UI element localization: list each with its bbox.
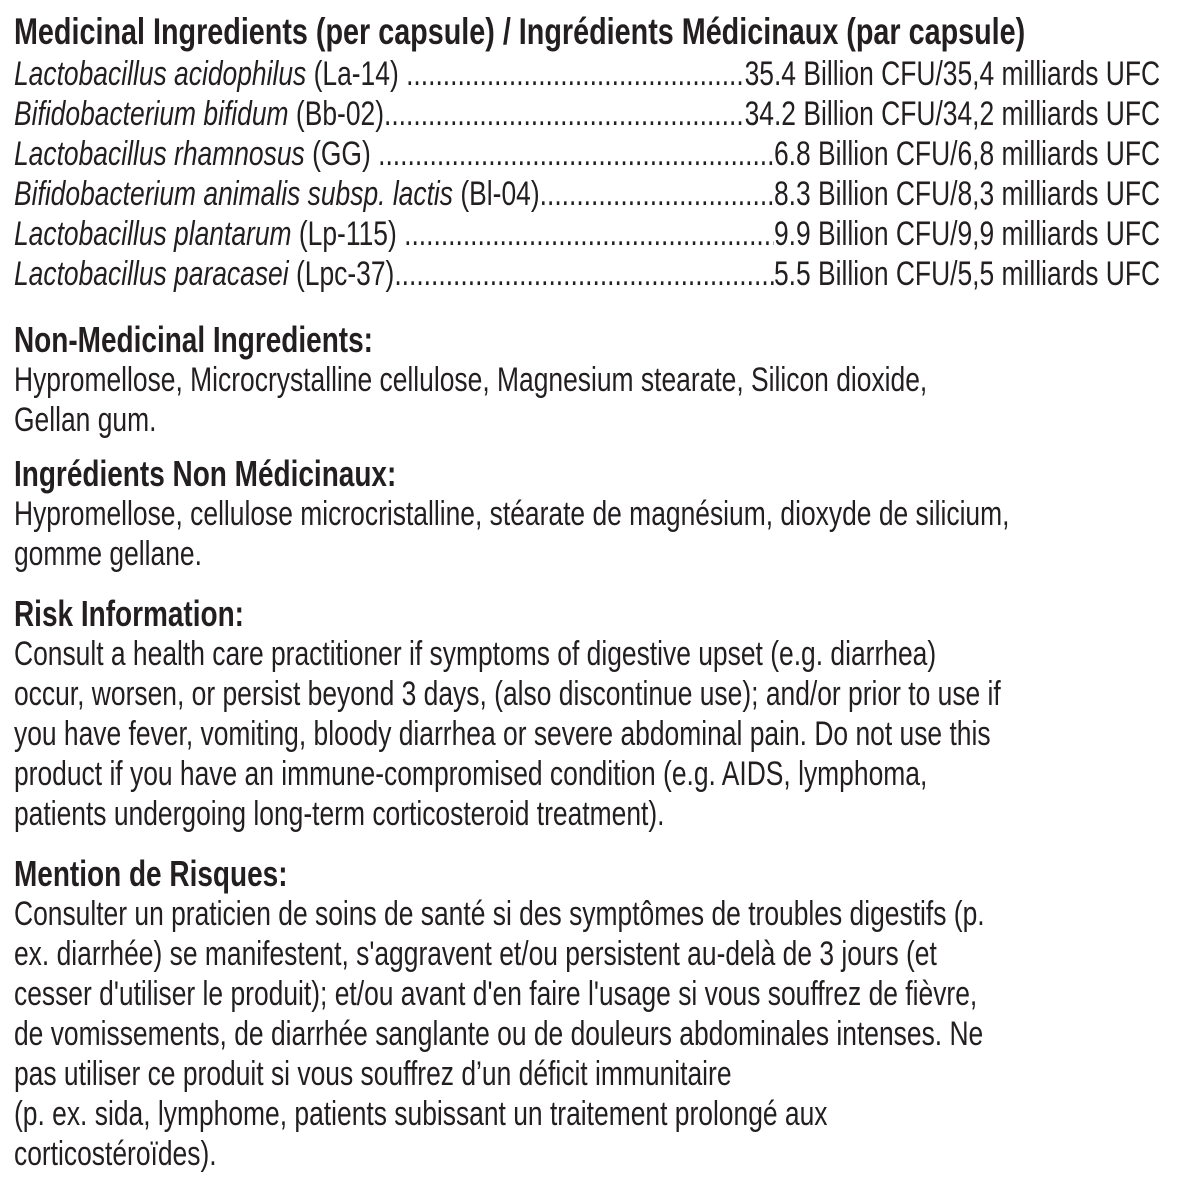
risk-information-heading: Risk Information: bbox=[13, 593, 244, 634]
text-line: de vomissements, de diarrhée sanglante ou de douleurs abdominales intenses. Ne bbox=[13, 1015, 984, 1053]
text-line: Gellan gum. bbox=[13, 401, 157, 439]
strain-code: (Bb-02) bbox=[295, 95, 385, 133]
text-line: (p. ex. sida, lymphome, patients subissant un traitement prolongé aux bbox=[13, 1095, 828, 1133]
strain-code: (GG) bbox=[312, 135, 371, 173]
species-name: Lactobacillus rhamnosus bbox=[13, 135, 305, 173]
non-medicinal-fr-heading: Ingrédients Non Médicinaux: bbox=[13, 453, 397, 494]
text-line: ex. diarrhée) se manifestent, s'aggravent et/ou persistent au-delà de 3 jours (et bbox=[13, 935, 937, 973]
text-line: Consult a health care practitioner if symptoms of digestive upset (e.g. diarrhea) bbox=[13, 635, 937, 673]
strain-code: (Bl-04) bbox=[460, 175, 540, 213]
medicinal-ingredients-list bbox=[14, 54, 1160, 294]
cfu-value: 8.3 Billion CFU/8,3 milliards UFC bbox=[773, 175, 1161, 213]
dot-leader bbox=[394, 254, 774, 294]
mention-de-risques-text bbox=[14, 894, 1160, 1174]
strain-code: (La-14) bbox=[313, 55, 399, 93]
species-name: Lactobacillus paracasei bbox=[13, 255, 289, 293]
dot-leader bbox=[404, 214, 774, 254]
dot-leader bbox=[406, 54, 744, 94]
text-line: Hypromellose, Microcrystalline cellulose, Magnesium stearate, Silicon dioxide, bbox=[13, 361, 928, 399]
medicinal-ingredients-heading: Medicinal Ingredients (per capsule) / Ingrédients Médicinaux (par capsule) bbox=[13, 11, 1026, 52]
ingredient-row bbox=[14, 54, 1160, 94]
risk-information-text bbox=[14, 634, 1160, 834]
ingredient-row bbox=[14, 134, 1160, 174]
text-line: Hypromellose, cellulose microcristalline, stéarate de magnésium, dioxyde de silicium, bbox=[13, 495, 1010, 533]
species-name: Lactobacillus plantarum bbox=[13, 215, 292, 253]
cfu-value: 35.4 Billion CFU/35,4 milliards UFC bbox=[744, 55, 1161, 93]
strain-code: (Lpc-37) bbox=[295, 255, 395, 293]
species-name: Bifidobacterium bifidum bbox=[13, 95, 289, 133]
strain-code: (Lp-115) bbox=[298, 215, 397, 253]
text-line: corticostéroïdes). bbox=[13, 1135, 217, 1173]
ingredient-row bbox=[14, 94, 1160, 134]
non-medicinal-en-text bbox=[14, 360, 1160, 440]
ingredient-row bbox=[14, 214, 1160, 254]
text-line: occur, worsen, or persist beyond 3 days, (also discontinue use); and/or prior to use if bbox=[13, 675, 1001, 713]
non-medicinal-fr-text bbox=[14, 494, 1160, 574]
text-line: pas utiliser ce produit si vous souffrez d’un déficit immunitaire bbox=[13, 1055, 732, 1093]
text-line: patients undergoing long-term corticosteroid treatment). bbox=[13, 795, 665, 833]
dot-leader bbox=[384, 94, 745, 134]
text-line: you have fever, vomiting, bloody diarrhea or severe abdominal pain. Do not use this bbox=[13, 715, 991, 753]
species-name: Lactobacillus acidophilus bbox=[13, 55, 307, 93]
text-line: cesser d'utiliser le produit); et/ou avant d'en faire l'usage si vous souffrez de fièvre, bbox=[13, 975, 978, 1013]
species-name: Bifidobacterium animalis subsp. lactis bbox=[13, 175, 454, 213]
dot-leader bbox=[540, 174, 774, 214]
text-line: product if you have an immune-compromised condition (e.g. AIDS, lymphoma, bbox=[13, 755, 928, 793]
cfu-value: 5.5 Billion CFU/5,5 milliards UFC bbox=[773, 255, 1161, 293]
ingredient-row bbox=[14, 254, 1160, 294]
cfu-value: 9.9 Billion CFU/9,9 milliards UFC bbox=[773, 215, 1161, 253]
mention-de-risques-heading: Mention de Risques: bbox=[13, 853, 288, 894]
text-line: Consulter un praticien de soins de santé si des symptômes de troubles digestifs (p. bbox=[13, 895, 985, 933]
cfu-value: 6.8 Billion CFU/6,8 milliards UFC bbox=[773, 135, 1161, 173]
ingredient-row bbox=[14, 174, 1160, 214]
text-line: gomme gellane. bbox=[13, 535, 202, 573]
dot-leader bbox=[378, 134, 774, 174]
cfu-value: 34.2 Billion CFU/34,2 milliards UFC bbox=[744, 95, 1161, 133]
non-medicinal-en-heading: Non-Medicinal Ingredients: bbox=[13, 319, 373, 360]
